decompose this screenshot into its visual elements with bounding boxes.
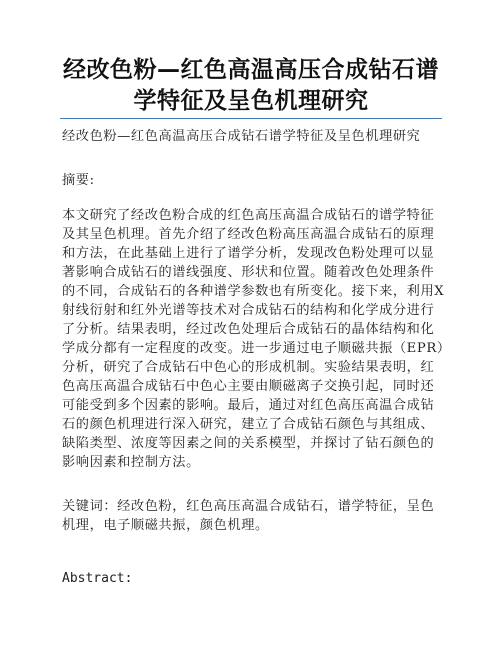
document-title: 经改色粉—红色高温高压合成钻石谱学特征及呈色机理研究: [63, 57, 439, 114]
english-abstract-label: Abstract:: [62, 571, 133, 586]
abstract-paragraph: 本文研究了经改色粉合成的红色高压高温合成钻石的谱学特征及其呈色机理。首先介绍了经改色粉高压高温合成钻石的原理和方法，在此基础上进行了谱学分析，发现改色粉处理可以显著影响合成钻石的谱线强度、形状和位置。随着改色处理条件的不同，合成钻石的各种谱学参数也有所变化。接下来，利用X射线衍射和红外光谱等技术对合成钻石的结构和化学成分进行了分析。结果表明，经过改色处理后合成钻石的晶体结构和化学成分都有一定程度的改变。进一步通过电子顺磁共振（EPR）分析，研究了合成钻石中色心的形成机制。实验结果表明，红色高压高温合成钻石中色心主要由顺磁离子交换引起，同时还可能受到多个因素的影响。最后，通过对红色高压高温合成钻石的颜色机理进行深入研究，建立了合成钻石颜色与其组成、缺陷类型、浓度等因素之间的关系模型，并探讨了钻石颜色的影响因素和控制方法。: [62, 208, 445, 470]
abstract-label: 摘要:: [62, 173, 95, 188]
document-subtitle: 经改色粉—红色高温高压合成钻石谱学特征及呈色机理研究: [62, 129, 421, 144]
title-divider: [60, 118, 442, 119]
keywords-paragraph: 关键词：经改色粉，红色高压高温合成钻石，谱学特征，呈色机理，电子顺磁共振，颜色机理。: [62, 499, 435, 533]
